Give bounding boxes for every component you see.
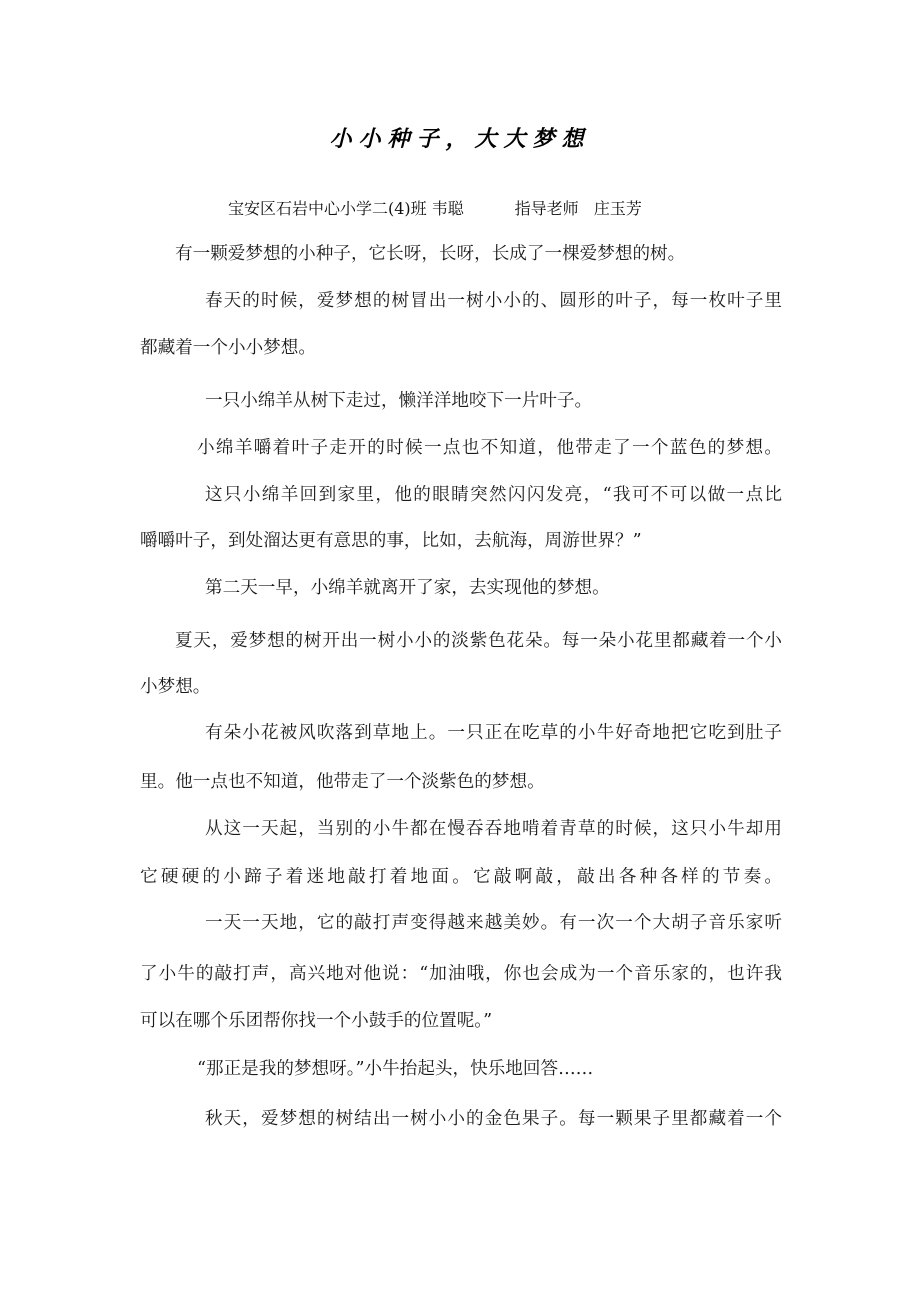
paragraph-line: 嚼嚼叶子，到处溜达更有意思的事，比如，去航海，周游世界？” xyxy=(140,531,642,551)
paragraph-line: 里。他一点也不知道，他带走了一个淡紫色的梦想。 xyxy=(140,772,545,792)
paragraph-line: 有一颗爱梦想的小种子，它长呀，长呀，长成了一棵爱梦想的树。 xyxy=(175,244,686,264)
paragraph-line: 都藏着一个小小梦想。 xyxy=(140,338,316,358)
byline-teacher-label: 指导老师 xyxy=(514,199,579,218)
paragraph-line: 有朵小花被风吹落到草地上。一只正在吃草的小牛好奇地把它吃到肚子 xyxy=(205,723,784,743)
paragraph-line: 了小牛的敲打声，高兴地对他说：“加油哦，你也会成为一个音乐家的，也许我 xyxy=(140,964,784,984)
paragraph-line: 小梦想。 xyxy=(140,677,211,697)
paragraph-line: 这只小绵羊回到家里，他的眼睛突然闪闪发亮，“我可不可以做一点比 xyxy=(205,485,784,505)
byline-school-class: 宝安区石岩中心小学二(4)班 xyxy=(228,199,427,218)
paragraph-line: 一只小绵羊从树下走过，懒洋洋地咬下一片叶子。 xyxy=(205,391,593,411)
paragraph-line: 秋天，爱梦想的树结出一树小小的金色果子。每一颗果子里都藏着一个 xyxy=(205,1109,784,1129)
byline-author: 韦聪 xyxy=(431,199,464,218)
paragraph-line: 可以在哪个乐团帮你找一个小鼓手的位置呢。” xyxy=(140,1011,493,1031)
paragraph-line: 第二天一早，小绵羊就离开了家，去实现他的梦想。 xyxy=(205,578,610,598)
paragraph-line: 一天一天地，它的敲打声变得越来越美妙。有一次一个大胡子音乐家听 xyxy=(205,913,784,933)
paragraph-line: 夏天，爱梦想的树开出一树小小的淡紫色花朵。每一朵小花里都藏着一个小 xyxy=(175,631,783,651)
paragraph-line: “那正是我的梦想呀。”小牛抬起头，快乐地回答…… xyxy=(197,1059,594,1079)
document-title: 小小种子，大大梦想 xyxy=(329,126,591,152)
byline-teacher: 庄玉芳 xyxy=(593,199,642,218)
byline xyxy=(228,196,642,219)
paragraph-line: 小绵羊嚼着叶子走开的时候一点也不知道，他带走了一个蓝色的梦想。 xyxy=(197,438,784,458)
paragraph-line: 春天的时候，爱梦想的树冒出一树小小的、圆形的叶子，每一枚叶子里 xyxy=(205,291,784,311)
paragraph-line: 它硬硬的小蹄子着迷地敲打着地面。它敲啊敲，敲出各种各样的节奏。 xyxy=(140,867,786,887)
paragraph-line: 从这一天起，当别的小牛都在慢吞吞地啃着青草的时候，这只小牛却用 xyxy=(205,819,784,839)
